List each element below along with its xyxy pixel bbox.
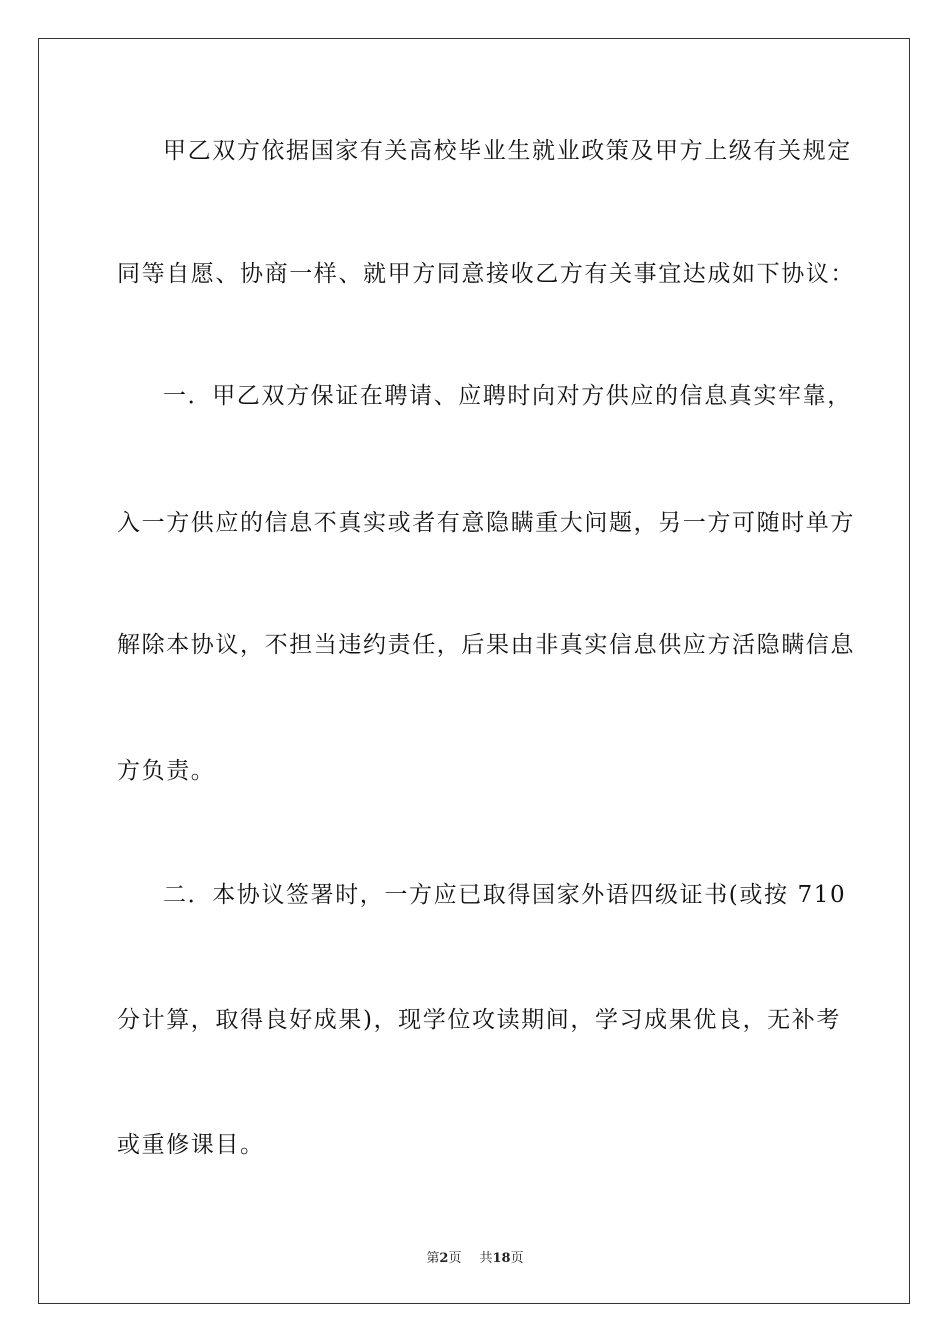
footer-total-suffix: 页 bbox=[510, 1251, 524, 1266]
paragraph-line-5: 解除本协议，不担当违约责任，后果由非真实信息供应方活隐瞒信息 bbox=[117, 632, 855, 658]
footer-total-prefix: 共 bbox=[479, 1251, 493, 1266]
footer-page-number: 2 bbox=[439, 1251, 449, 1266]
paragraph-line-9: 或重修课目。 bbox=[117, 1132, 265, 1158]
footer-total-pages: 18 bbox=[492, 1251, 511, 1266]
page-footer bbox=[0, 1247, 950, 1266]
paragraph-line-6: 方负责。 bbox=[117, 758, 216, 784]
paragraph-line-8: 分计算，取得良好成果)，现学位攻读期间，学习成果优良，无补考 bbox=[117, 1007, 841, 1033]
paragraph-line-3: 一．甲乙双方保证在聘请、应聘时向对方供应的信息真实牢靠， bbox=[163, 383, 852, 409]
paragraph-line-4: 入一方供应的信息不真实或者有意隐瞒重大问题，另一方可随时单方 bbox=[117, 510, 855, 536]
paragraph-line-1: 甲乙双方依据国家有关高校毕业生就业政策及甲方上级有关规定 bbox=[163, 138, 852, 164]
paragraph-line-7: 二．本协议签署时，一方应已取得国家外语四级证书(或按 710 bbox=[163, 882, 847, 908]
footer-page-prefix: 第 bbox=[426, 1251, 440, 1266]
footer-page-suffix: 页 bbox=[448, 1251, 462, 1266]
paragraph-line-2: 同等自愿、协商一样、就甲方同意接收乙方有关事宜达成如下协议： bbox=[117, 261, 855, 287]
page-border bbox=[38, 38, 910, 1304]
